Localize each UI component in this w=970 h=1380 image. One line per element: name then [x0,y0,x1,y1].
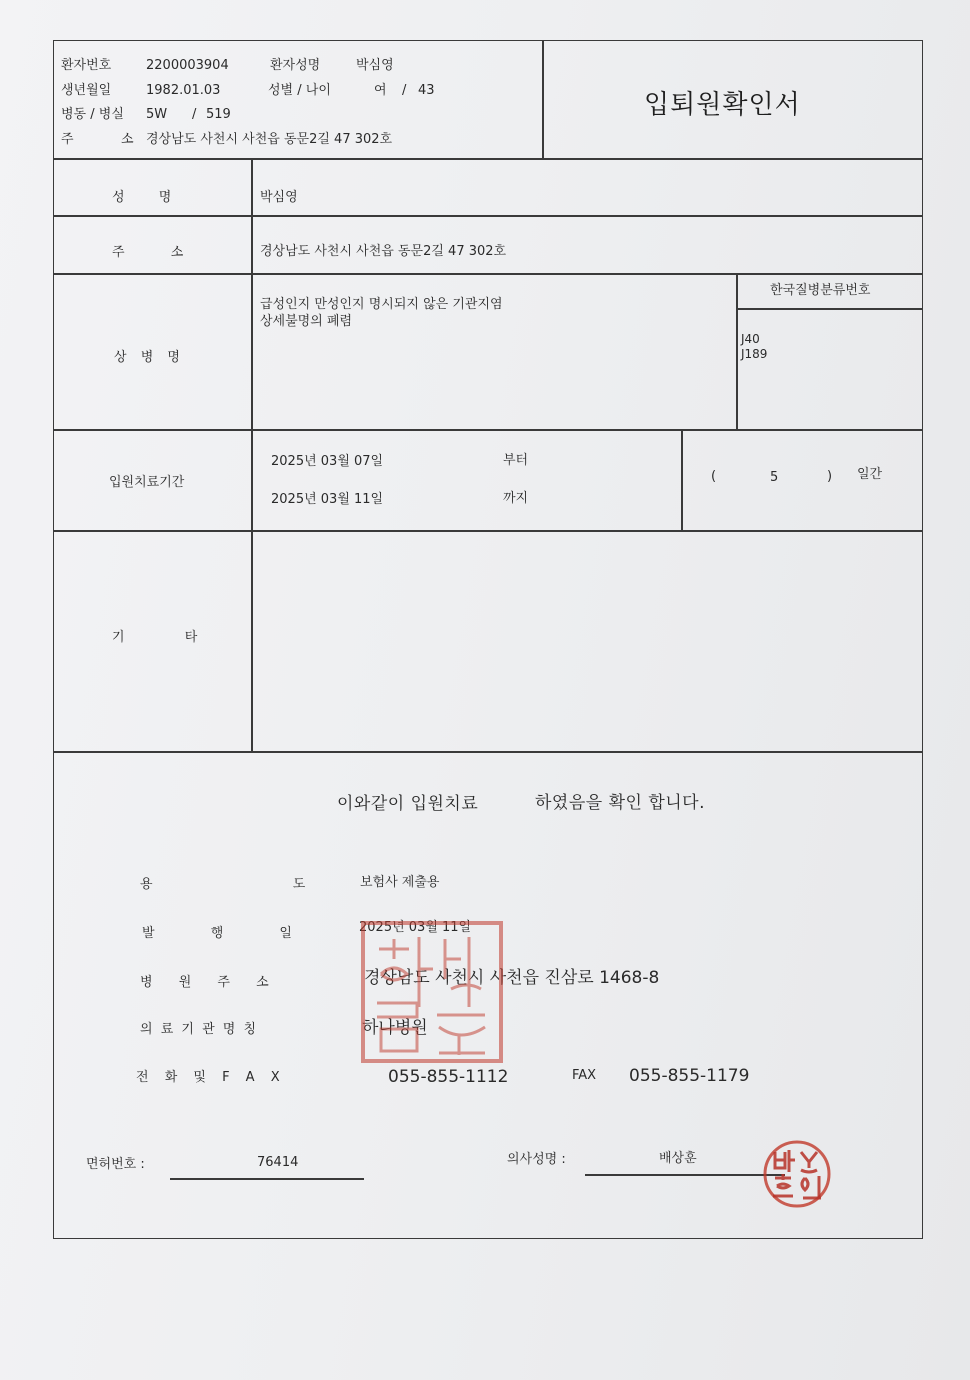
ward-value: 5W [146,107,168,122]
hospital-seal-stamp [359,919,505,1065]
doctor-underline [585,1174,785,1176]
address-value: 경상남도 사천시 사천읍 동문2길 47 302호 [260,244,507,259]
confirm-text-2: 하였음을 확인 합니다. [535,793,706,813]
patient-name-value: 박심영 [356,58,394,73]
start-date: 2025년 03월 07일 [271,454,384,469]
room-separator: / [192,107,197,122]
header-address-value: 경상남도 사천시 사천읍 동문2길 47 302호 [146,132,393,147]
doctor-seal-stamp [761,1138,833,1210]
days-close-paren: ) [827,469,833,484]
confirmation-form [53,40,923,1239]
kcd-code-2: J189 [741,347,768,361]
phone-value: 055-855-1112 [388,1067,509,1087]
header-address-label-2: 소 [121,132,134,147]
etc-label: 기 타 [112,630,198,645]
fax-value: 055-855-1179 [629,1066,750,1086]
days-column-divider [681,429,683,531]
license-underline [170,1178,364,1180]
doctor-value: 배상훈 [659,1151,697,1166]
kcd-header-divider [736,308,922,310]
kcd-code-1: J40 [741,332,760,346]
disease-line-1: 급성인지 만성인지 명시되지 않은 기관지염 [260,297,503,312]
age-separator: / [402,83,407,98]
disease-label: 상 병 명 [114,350,180,365]
issue-date-value: 2025년 03월 11일 [359,920,472,935]
birth-value: 1982.01.03 [146,83,221,98]
institution-label: 의 료 기 관 명 칭 [140,1022,257,1037]
fax-label: FAX [572,1068,597,1083]
days-unit: 일간 [857,467,883,482]
label-column-divider [251,158,253,752]
hospital-address-label: 병 원 주 소 [140,975,269,990]
room-value: 519 [206,107,231,122]
institution-value: 하나병원 [362,1018,428,1038]
header-vertical-divider [542,41,544,159]
end-date: 2025년 03월 11일 [271,492,384,507]
row-divider [54,429,922,431]
header-divider [54,158,922,160]
doctor-label: 의사성명 : [507,1152,566,1167]
patient-no-value: 2200003904 [146,58,229,73]
row-divider [54,530,922,532]
purpose-label: 용 도 [140,877,306,892]
row-divider [54,751,922,753]
kcd-label: 한국질병분류번호 [770,283,871,298]
issue-date-label: 발 행 일 [142,926,292,941]
sex-value: 여 [374,83,387,98]
document-title: 입퇴원확인서 [644,90,801,120]
address-label: 주 소 [112,245,184,260]
name-value: 박심영 [260,190,298,205]
license-label: 면허번호 : [86,1157,145,1172]
age-value: 43 [418,83,435,98]
patient-name-label: 환자성명 [270,58,321,73]
row-divider [54,215,922,217]
confirm-text-1: 이와같이 입원치료 [337,794,479,814]
ward-label: 병동 / 병실 [61,107,124,122]
purpose-value: 보험사 제출용 [360,875,440,890]
disease-line-2: 상세불명의 폐렴 [260,314,353,329]
row-divider [54,273,922,275]
name-label: 성 명 [112,190,172,205]
header-address-label-1: 주 [61,132,74,147]
period-label: 입원치료기간 [109,475,185,490]
days-open-paren: ( [711,469,717,484]
kcd-column-divider [736,273,738,430]
from-label: 부터 [503,453,529,468]
birth-label: 생년월일 [61,83,112,98]
license-value: 76414 [257,1155,299,1170]
hospital-address-value: 경상남도 사천시 사천읍 진삼로 1468-8 [364,968,660,988]
days-value: 5 [770,470,779,485]
sex-age-label: 성별 / 나이 [268,83,331,98]
patient-no-label: 환자번호 [61,58,112,73]
to-label: 까지 [503,491,529,506]
phone-fax-label: 전 화 및 F A X [136,1070,280,1085]
